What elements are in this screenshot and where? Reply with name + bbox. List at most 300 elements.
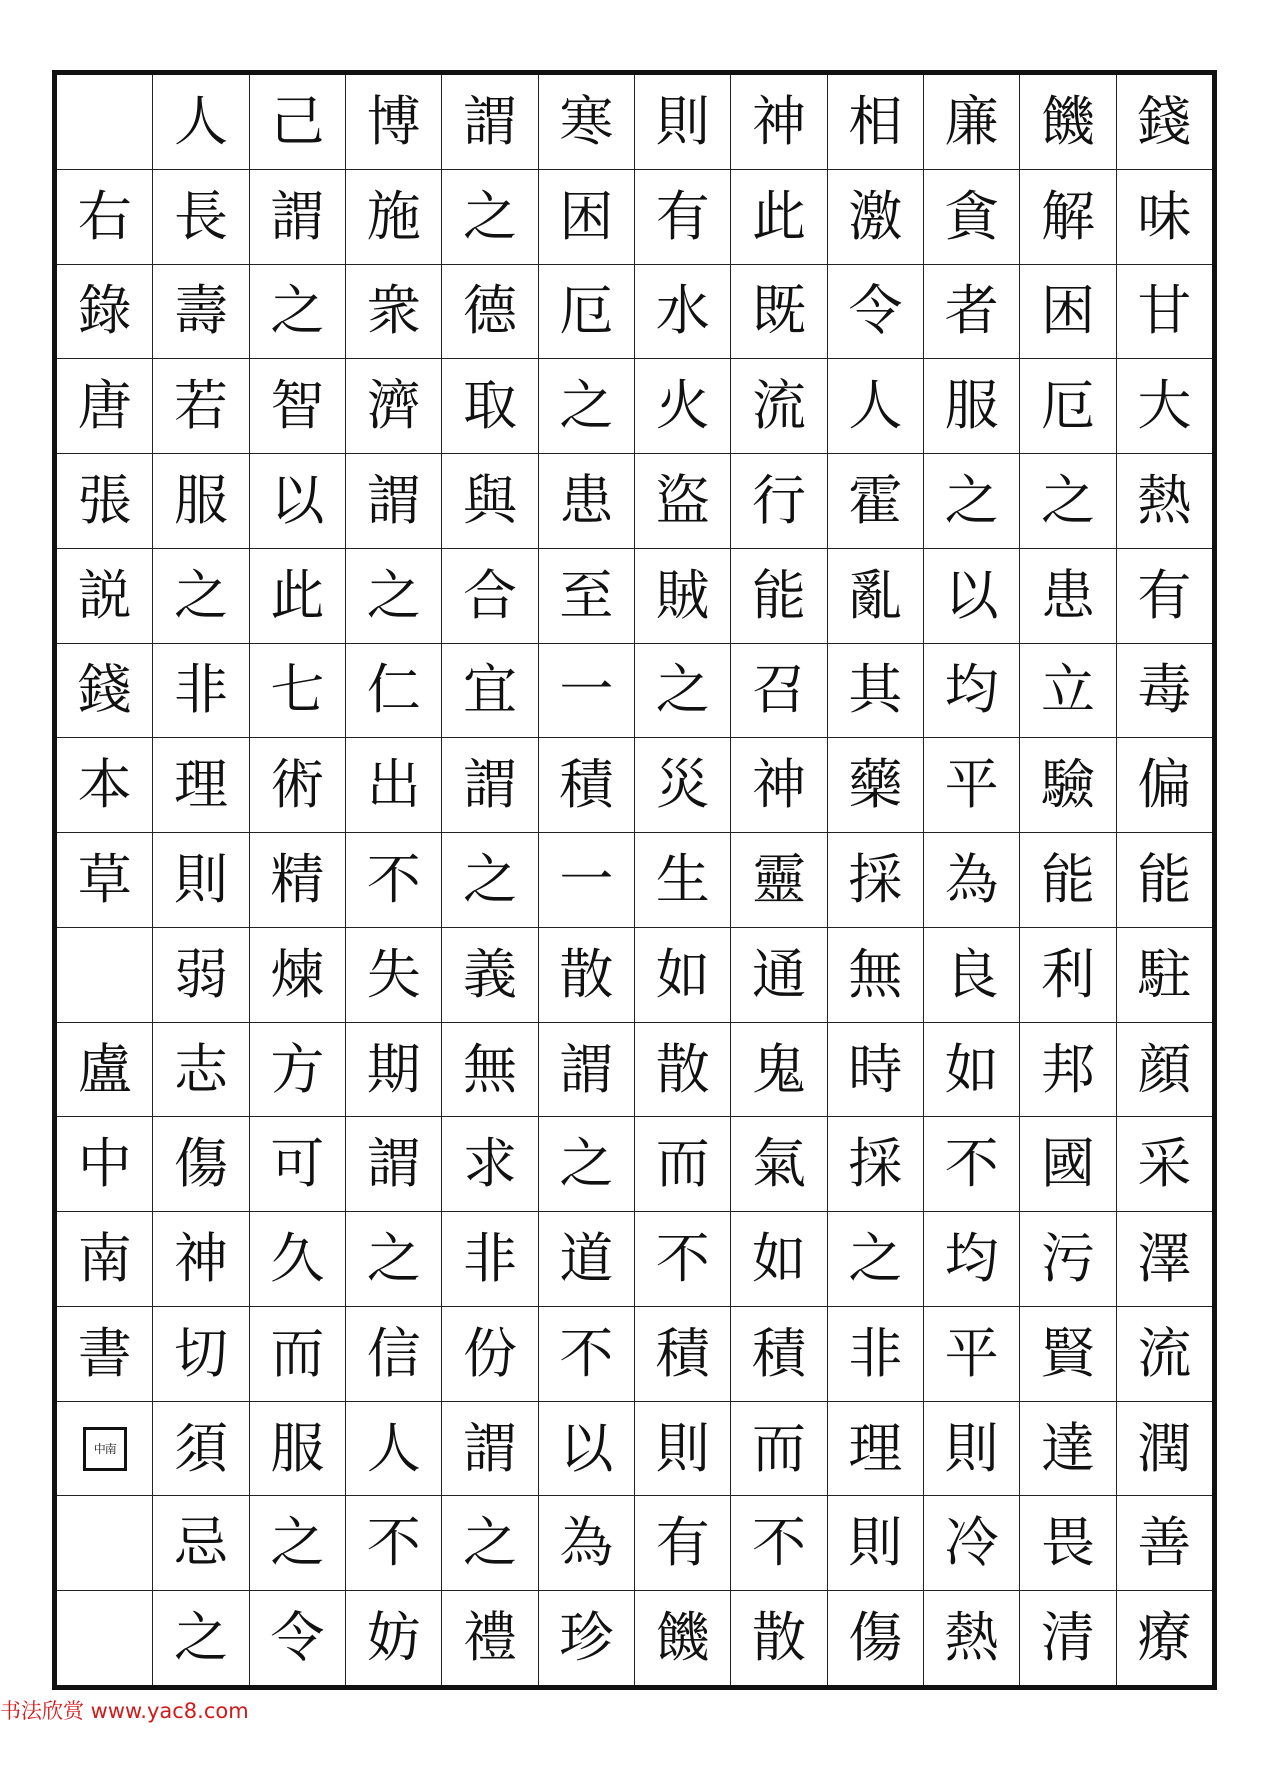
character-cell [57, 264, 152, 359]
character-cell [635, 1211, 730, 1306]
character: 精 [270, 848, 325, 911]
text-column [1019, 75, 1115, 1685]
character-cell [442, 1495, 537, 1590]
character-cell [250, 1306, 345, 1401]
character: 理 [174, 753, 229, 817]
character-cell [924, 169, 1019, 264]
character-cell [346, 927, 441, 1022]
character-cell [539, 1211, 634, 1306]
character-cell [153, 832, 248, 927]
character: 之 [270, 279, 325, 343]
character-cell [346, 643, 441, 738]
character: 則 [848, 1511, 903, 1575]
character: 藥 [848, 753, 903, 817]
character-cell [828, 453, 923, 548]
character: 錢 [1137, 89, 1192, 153]
character-cell [1117, 1116, 1212, 1211]
character-cell [346, 1116, 441, 1211]
text-column [634, 75, 730, 1685]
character-cell [731, 1306, 826, 1401]
character: 採 [848, 848, 903, 911]
character: 患 [559, 468, 614, 532]
character: 顔 [1137, 1037, 1192, 1101]
character-cell [250, 264, 345, 359]
character: 生 [655, 848, 710, 911]
character-cell [1020, 358, 1115, 453]
character-cell [828, 264, 923, 359]
character-cell [57, 169, 152, 264]
character: 妨 [366, 1606, 421, 1670]
character: 無 [848, 942, 903, 1006]
character: 信 [366, 1321, 421, 1385]
character: 份 [463, 1321, 518, 1385]
character: 壽 [174, 279, 229, 343]
character-cell [250, 358, 345, 453]
character: 火 [655, 374, 710, 438]
character-cell [1117, 548, 1212, 643]
character-cell [153, 169, 248, 264]
character-cell [1020, 832, 1115, 927]
character-cell [346, 1022, 441, 1117]
character: 賊 [655, 563, 710, 627]
character: 而 [270, 1321, 325, 1385]
character-cell [346, 1306, 441, 1401]
character-cell [1117, 643, 1212, 738]
character: 謂 [366, 468, 421, 532]
character-cell [250, 1116, 345, 1211]
character-cell [442, 1401, 537, 1496]
character-cell [346, 1495, 441, 1590]
character-cell [57, 1116, 152, 1211]
character-cell [1117, 453, 1212, 548]
character-cell [442, 1306, 537, 1401]
character: 令 [270, 1606, 325, 1670]
character: 良 [944, 942, 999, 1006]
character-cell [1020, 1306, 1115, 1401]
character: 以 [270, 468, 325, 532]
character: 污 [1041, 1227, 1095, 1291]
character: 大 [1137, 374, 1192, 438]
character: 採 [848, 1132, 903, 1196]
character: 不 [366, 848, 421, 911]
character-cell [924, 1495, 1019, 1590]
character-cell [828, 1590, 923, 1685]
character: 此 [752, 184, 807, 248]
character-cell [153, 927, 248, 1022]
character-cell [57, 1306, 152, 1401]
character: 方 [270, 1037, 325, 1101]
character: 謂 [463, 1416, 518, 1480]
character: 國 [1041, 1132, 1095, 1196]
text-column [827, 75, 923, 1685]
character-cell [346, 169, 441, 264]
character-cell [442, 453, 537, 548]
character-cell [250, 75, 345, 169]
character-cell [153, 1590, 248, 1685]
character: 時 [848, 1037, 903, 1101]
character: 散 [752, 1606, 807, 1670]
character: 鬼 [752, 1037, 807, 1101]
character-cell [635, 737, 730, 832]
character: 厄 [1041, 374, 1095, 438]
character-cell [442, 1116, 537, 1211]
text-column [345, 75, 441, 1685]
character: 不 [944, 1132, 999, 1196]
character-cell [346, 832, 441, 927]
character-cell [57, 832, 152, 927]
character-cell [250, 169, 345, 264]
character-cell [924, 1211, 1019, 1306]
character: 草 [77, 848, 132, 911]
character-cell [828, 737, 923, 832]
character: 熱 [1137, 468, 1192, 532]
character: 有 [655, 184, 710, 248]
character-cell [731, 737, 826, 832]
character-cell [539, 832, 634, 927]
character-cell [828, 832, 923, 927]
character: 謂 [463, 89, 518, 153]
character: 畏 [1041, 1511, 1095, 1575]
character-cell [539, 643, 634, 738]
character-cell [828, 358, 923, 453]
character: 均 [944, 1227, 999, 1291]
character-cell [1020, 75, 1115, 169]
character: 水 [655, 279, 710, 343]
character: 之 [463, 184, 518, 248]
character-cell [539, 927, 634, 1022]
character: 則 [174, 848, 229, 911]
character-cell [635, 264, 730, 359]
character: 謂 [463, 753, 518, 817]
character: 氣 [752, 1132, 807, 1196]
character: 忌 [174, 1511, 229, 1575]
character: 傷 [848, 1606, 903, 1670]
text-column [249, 75, 345, 1685]
character-cell [442, 1022, 537, 1117]
character: 服 [270, 1416, 325, 1480]
character: 靈 [752, 848, 807, 911]
character-cell [346, 453, 441, 548]
character: 解 [1041, 184, 1095, 248]
character-cell [1117, 358, 1212, 453]
character-cell [346, 1211, 441, 1306]
character-cell [1117, 1495, 1212, 1590]
character-cell [442, 169, 537, 264]
character: 邦 [1041, 1037, 1095, 1101]
character: 平 [944, 1321, 999, 1385]
character: 張 [77, 468, 132, 532]
character: 駐 [1137, 942, 1192, 1006]
character-cell [731, 358, 826, 453]
text-column [1116, 75, 1212, 1685]
character-cell [57, 1495, 152, 1590]
character-cell [828, 169, 923, 264]
character-cell [153, 1022, 248, 1117]
character-cell [731, 1401, 826, 1496]
character-cell [1020, 548, 1115, 643]
character-cell [1117, 1306, 1212, 1401]
character-cell [924, 358, 1019, 453]
character: 禮 [463, 1606, 518, 1670]
character-cell [635, 927, 730, 1022]
character: 唐 [77, 374, 132, 438]
character: 須 [174, 1416, 229, 1480]
character: 施 [366, 184, 421, 248]
character-cell [1020, 1401, 1115, 1496]
character: 神 [752, 89, 807, 153]
character: 之 [463, 1511, 518, 1575]
character: 切 [174, 1321, 229, 1385]
character-cell [828, 1306, 923, 1401]
character-cell [828, 1116, 923, 1211]
character-cell [1020, 169, 1115, 264]
character: 厄 [559, 279, 614, 343]
seal-stamp [83, 1427, 127, 1471]
character-cell [731, 643, 826, 738]
character-cell [539, 1401, 634, 1496]
character-cell [731, 1211, 826, 1306]
character: 人 [848, 374, 903, 438]
character-cell [442, 1211, 537, 1306]
site-watermark: 书法欣赏 www.yac8.com [0, 1699, 249, 1723]
character: 謂 [559, 1037, 614, 1101]
character: 仁 [366, 658, 421, 722]
character-cell [57, 548, 152, 643]
character: 冷 [944, 1511, 999, 1575]
character-cell [153, 548, 248, 643]
character-cell [442, 264, 537, 359]
character-cell [635, 832, 730, 927]
character-cell [1020, 1116, 1115, 1211]
character-cell [924, 737, 1019, 832]
character: 則 [655, 1416, 710, 1480]
character: 智 [270, 374, 325, 438]
character: 之 [848, 1227, 903, 1291]
text-column [538, 75, 634, 1685]
character-cell [250, 1590, 345, 1685]
character-cell [924, 1306, 1019, 1401]
character: 己 [270, 89, 325, 153]
character-cell [635, 358, 730, 453]
character: 可 [270, 1132, 325, 1196]
character-cell [250, 453, 345, 548]
character: 盧 [77, 1037, 132, 1101]
character: 珍 [559, 1606, 614, 1670]
character: 服 [174, 468, 229, 532]
character: 神 [752, 753, 807, 817]
character-cell [442, 75, 537, 169]
character-cell [1020, 1590, 1115, 1685]
character: 患 [1041, 563, 1095, 627]
character-cell [635, 1590, 730, 1685]
character-cell [153, 1211, 248, 1306]
character-cell [635, 1306, 730, 1401]
character: 錢 [77, 658, 132, 722]
character: 長 [174, 184, 229, 248]
character: 困 [559, 184, 614, 248]
text-column [441, 75, 537, 1685]
character: 之 [463, 848, 518, 911]
character: 七 [270, 658, 325, 722]
character-cell [828, 548, 923, 643]
seal-text: 中南 [93, 1441, 116, 1456]
character-cell [250, 737, 345, 832]
character-cell [153, 737, 248, 832]
character-cell [828, 75, 923, 169]
character-cell [1117, 1401, 1212, 1496]
character: 能 [752, 563, 807, 627]
character-cell [1117, 737, 1212, 832]
character: 者 [944, 279, 999, 343]
character: 至 [559, 563, 614, 627]
character-cell [828, 1211, 923, 1306]
character-cell [539, 737, 634, 832]
character: 之 [944, 468, 999, 532]
character-cell [57, 927, 152, 1022]
character-cell [1117, 1022, 1212, 1117]
character-cell [539, 1495, 634, 1590]
character-cell [635, 75, 730, 169]
character-cell [731, 264, 826, 359]
character: 激 [848, 184, 903, 248]
character: 則 [655, 89, 710, 153]
character: 謂 [270, 184, 325, 248]
character: 潤 [1137, 1416, 1192, 1480]
character: 不 [559, 1321, 614, 1385]
character-cell [1020, 1022, 1115, 1117]
character: 令 [848, 279, 903, 343]
character: 散 [655, 1037, 710, 1101]
character: 亂 [848, 563, 903, 627]
character: 義 [463, 942, 518, 1006]
character: 為 [559, 1511, 614, 1575]
character-cell [153, 75, 248, 169]
character-cell [1117, 75, 1212, 169]
character: 召 [752, 658, 807, 722]
character-cell [346, 737, 441, 832]
calligraphy-grid [52, 70, 1217, 1690]
character-cell [346, 75, 441, 169]
character-cell [539, 264, 634, 359]
character: 出 [366, 753, 421, 817]
character: 宜 [463, 658, 518, 722]
character-cell [250, 832, 345, 927]
character: 神 [174, 1227, 229, 1291]
character-cell [57, 1590, 152, 1685]
character-cell [924, 1590, 1019, 1685]
character-cell [153, 1495, 248, 1590]
character: 非 [174, 658, 229, 722]
character-cell [731, 927, 826, 1022]
character: 偏 [1137, 753, 1192, 817]
character-cell [924, 927, 1019, 1022]
character-cell [442, 643, 537, 738]
character: 賢 [1041, 1321, 1095, 1385]
character: 均 [944, 658, 999, 722]
character: 達 [1041, 1416, 1095, 1480]
character: 如 [944, 1037, 999, 1101]
character: 人 [174, 89, 229, 153]
character: 行 [752, 468, 807, 532]
character: 一 [559, 658, 614, 722]
character-cell [57, 453, 152, 548]
character: 采 [1137, 1132, 1192, 1196]
character-cell [346, 264, 441, 359]
character: 善 [1137, 1511, 1192, 1575]
character: 不 [752, 1511, 807, 1575]
character-cell [346, 1401, 441, 1496]
character-cell [346, 358, 441, 453]
character: 錄 [77, 279, 132, 343]
character-cell [57, 1401, 152, 1496]
character: 而 [752, 1416, 807, 1480]
character: 之 [559, 374, 614, 438]
character: 德 [463, 279, 518, 343]
character: 相 [848, 89, 903, 153]
character-cell [57, 643, 152, 738]
character-cell [539, 453, 634, 548]
character-cell [731, 1590, 826, 1685]
text-column [923, 75, 1019, 1685]
character-cell [635, 1495, 730, 1590]
character-cell [539, 1590, 634, 1685]
character: 如 [655, 942, 710, 1006]
character: 不 [366, 1511, 421, 1575]
character: 之 [366, 1227, 421, 1291]
character: 南 [77, 1227, 132, 1291]
character: 弱 [174, 942, 229, 1006]
character: 本 [77, 753, 132, 817]
character: 之 [655, 658, 710, 722]
character: 服 [944, 374, 999, 438]
character-cell [924, 264, 1019, 359]
character-cell [1117, 832, 1212, 927]
character-cell [828, 1022, 923, 1117]
character: 以 [944, 563, 999, 627]
character: 寒 [559, 89, 614, 153]
character-cell [57, 1211, 152, 1306]
character-cell [442, 548, 537, 643]
character: 失 [366, 942, 421, 1006]
character-cell [153, 643, 248, 738]
character-cell [924, 1022, 1019, 1117]
character: 流 [1137, 1321, 1192, 1385]
character: 利 [1041, 942, 1095, 1006]
character-cell [539, 1116, 634, 1211]
character-cell [828, 643, 923, 738]
text-column [730, 75, 826, 1685]
character-cell [924, 832, 1019, 927]
character: 以 [559, 1416, 614, 1480]
character: 災 [655, 753, 710, 817]
character: 與 [463, 468, 518, 532]
text-column [57, 75, 152, 1685]
character-cell [1117, 1590, 1212, 1685]
character: 困 [1041, 279, 1095, 343]
character-cell [442, 832, 537, 927]
character: 積 [559, 753, 614, 817]
character-cell [1020, 1495, 1115, 1590]
character-cell [924, 453, 1019, 548]
character-cell [539, 1306, 634, 1401]
character: 既 [752, 279, 807, 343]
character-cell [1117, 1211, 1212, 1306]
character-cell [1020, 264, 1115, 359]
character: 不 [655, 1227, 710, 1291]
character: 道 [559, 1227, 614, 1291]
character-cell [250, 1211, 345, 1306]
character-cell [539, 548, 634, 643]
